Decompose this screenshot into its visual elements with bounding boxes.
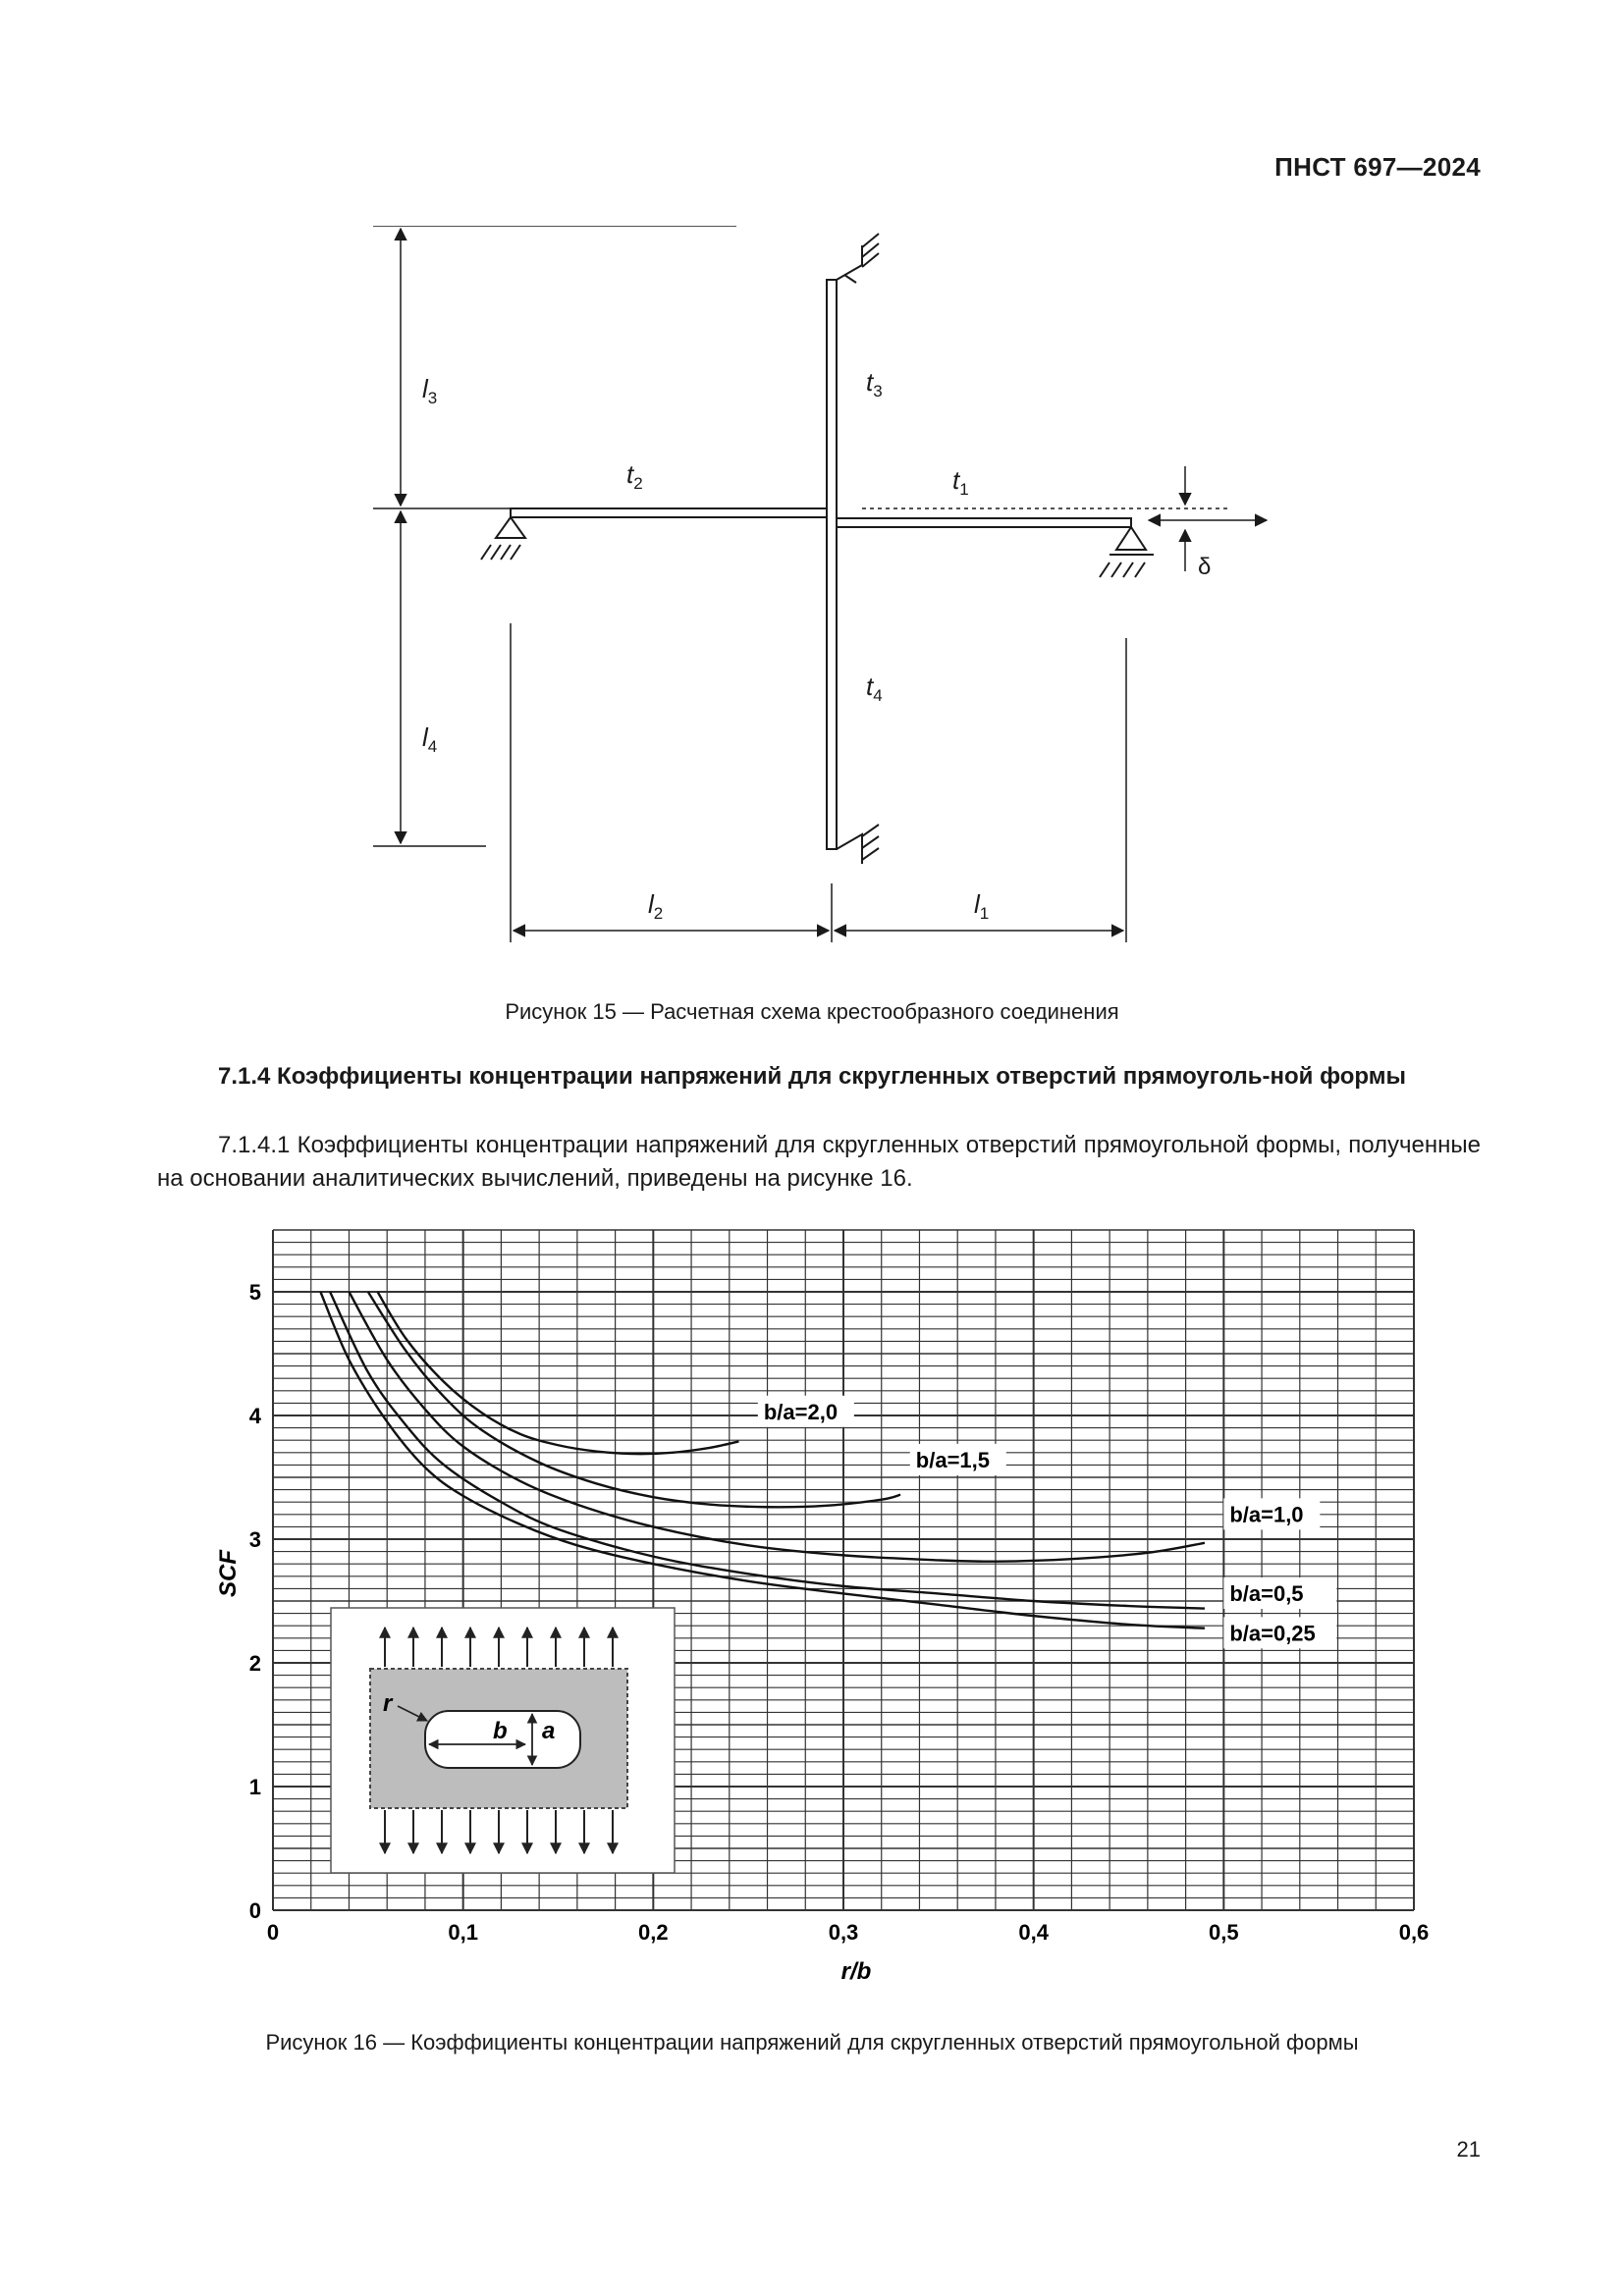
inset-label-r: r [383, 1690, 393, 1717]
series-label-text: b/a=2,0 [763, 1399, 839, 1424]
y-tick-label: 3 [248, 1527, 261, 1552]
page-number: 21 [1456, 2137, 1481, 2162]
label-delta: δ [1198, 554, 1212, 580]
bottom-support-icon [837, 825, 879, 864]
section-heading: 7.1.4 Коэффициенты концентрации напряжений для скругленных отверстий прямоуголь-ной формы [218, 1063, 1407, 1090]
label-l4: $l_4$ [422, 722, 438, 756]
chart-xlabel: r/b [840, 1958, 872, 1985]
series-label [758, 1396, 854, 1427]
x-tick-label: 0,6 [1398, 1920, 1430, 1945]
document-code: ПНСТ 697—2024 [1274, 152, 1481, 182]
left-plate [511, 508, 827, 517]
scf-chart [196, 1225, 1434, 2010]
x-tick-label: 0,2 [638, 1920, 669, 1945]
y-tick-label: 5 [248, 1280, 261, 1305]
x-tick-label: 0,5 [1209, 1920, 1239, 1945]
series-label [1223, 1498, 1320, 1529]
top-support-icon [837, 234, 879, 283]
section-paragraph: 7.1.4.1 Коэффициенты концентрации напряжений для скругленных отверстий прямоугольной формы, полученные на основании аналитических вычислений, приведены на рисунке 16. [157, 1132, 1481, 1192]
label-l2: $l_2$ [648, 889, 664, 923]
inset-label-b: b [493, 1718, 508, 1744]
y-tick-label: 2 [248, 1651, 261, 1676]
series-label-text: b/a=1,5 [915, 1447, 991, 1472]
series-label-text: b/a=1,0 [1229, 1502, 1304, 1527]
series-label [1223, 1577, 1336, 1609]
series-label [1223, 1617, 1336, 1648]
series-label [910, 1444, 1006, 1475]
x-tick-label: 0,4 [1018, 1920, 1049, 1945]
y-tick-label: 4 [248, 1404, 261, 1428]
label-t2: $t_2$ [626, 459, 643, 493]
y-tick-label: 1 [248, 1775, 261, 1799]
series-label-text: b/a=0,5 [1229, 1581, 1304, 1606]
right-plate [837, 518, 1131, 527]
chart-ylabel: SCF [215, 1550, 242, 1597]
figure-16-caption: Рисунок 16 — Коэффициенты концентрации напряжений для скругленных отверстий прямоугольной формы [265, 2030, 1359, 2055]
figure-15-caption: Рисунок 15 — Расчетная схема крестообразного соединения [505, 999, 1119, 1024]
y-tick-label: 0 [248, 1898, 261, 1923]
label-l1: $l_1$ [974, 889, 990, 923]
x-tick-label: 0,3 [828, 1920, 859, 1945]
chart-curve-labels [758, 1396, 1336, 1649]
label-t4: $t_4$ [866, 671, 883, 705]
right-support-icon [1100, 527, 1154, 577]
left-support-icon [481, 517, 525, 560]
inset-label-a: a [542, 1718, 556, 1744]
label-t3: $t_3$ [866, 367, 883, 400]
x-tick-label: 0 [266, 1920, 280, 1945]
x-tick-label: 0,1 [448, 1920, 478, 1945]
series-label-text: b/a=0,25 [1229, 1621, 1316, 1646]
label-l3: $l_3$ [422, 374, 438, 407]
figure-15-scheme [373, 226, 1306, 982]
vertical-plate [827, 280, 837, 849]
label-t1: $t_1$ [952, 465, 969, 499]
chart-inset-diagram [331, 1608, 675, 1873]
